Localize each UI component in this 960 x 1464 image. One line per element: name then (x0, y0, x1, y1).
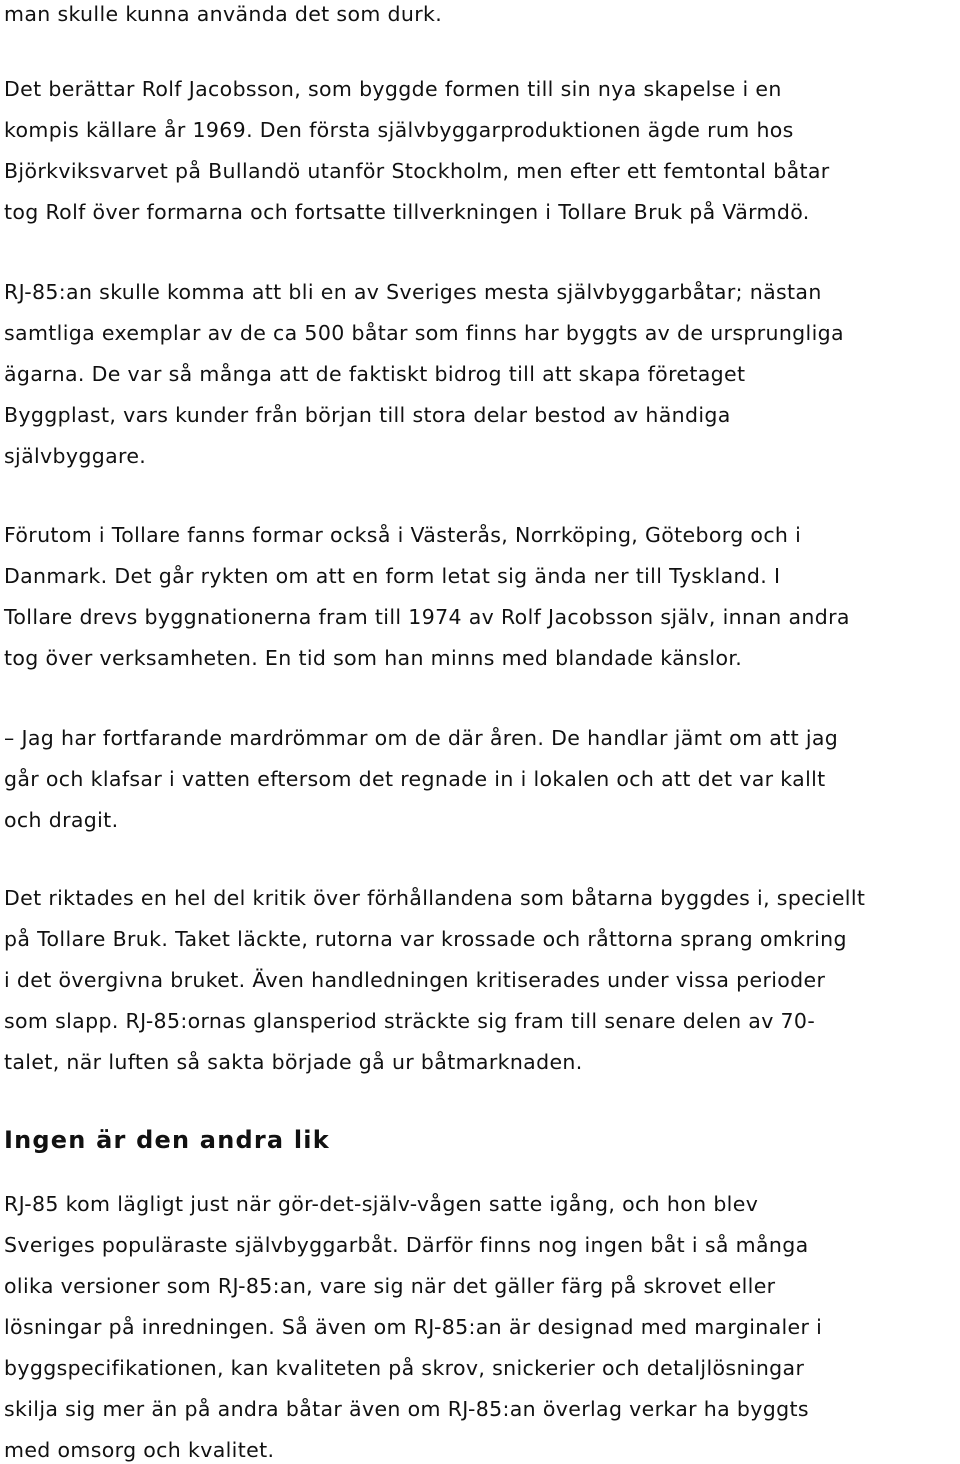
paragraph-line: Björkviksvarvet på Bullandö utanför Stockholm, men efter ett femtontal båtar (4, 159, 830, 183)
paragraph-line: ägarna. De var så många att de faktiskt bidrog till att skapa företaget (4, 362, 746, 386)
paragraph-line: skilja sig mer än på andra båtar även om RJ-85:an överlag verkar ha byggts (4, 1397, 809, 1421)
paragraph-line: RJ-85:an skulle komma att bli en av Sveriges mesta självbyggarbåtar; nästan (4, 280, 822, 304)
paragraph-line: tog Rolf över formarna och fortsatte tillverkningen i Tollare Bruk på Värmdö. (4, 200, 810, 224)
paragraph-line: Sveriges populäraste självbyggarbåt. Därför finns nog ingen båt i så många (4, 1233, 809, 1257)
paragraph-line: med omsorg och kvalitet. (4, 1438, 275, 1462)
paragraph-line: kompis källare år 1969. Den första självbyggarproduktionen ägde rum hos (4, 118, 794, 142)
paragraph-line: på Tollare Bruk. Taket läckte, rutorna var krossade och råttorna sprang omkring (4, 927, 847, 951)
paragraph-line: i det övergivna bruket. Även handledningen kritiserades under vissa perioder (4, 968, 826, 992)
paragraph-line: Byggplast, vars kunder från början till stora delar bestod av händiga (4, 403, 731, 427)
paragraph-line: RJ-85 kom lägligt just när gör-det-själv-vågen satte igång, och hon blev (4, 1192, 759, 1216)
paragraph-line: lösningar på inredningen. Så även om RJ-85:an är designad med marginaler i (4, 1315, 823, 1339)
quote-line: – Jag har fortfarande mardrömmar om de där åren. De handlar jämt om att jag (4, 726, 839, 750)
paragraph-line: man skulle kunna använda det som durk. (4, 2, 443, 26)
paragraph-line: tog över verksamheten. En tid som han minns med blandade känslor. (4, 646, 743, 670)
paragraph-line: som slapp. RJ-85:ornas glansperiod sträckte sig fram till senare delen av 70- (4, 1009, 816, 1033)
paragraph-line: Det riktades en hel del kritik över förhållandena som båtarna byggdes i, speciellt (4, 886, 866, 910)
paragraph-line: Det berättar Rolf Jacobsson, som byggde formen till sin nya skapelse i en (4, 77, 782, 101)
quote-line: går och klafsar i vatten eftersom det regnade in i lokalen och att det var kallt (4, 767, 826, 791)
paragraph-line: självbyggare. (4, 444, 147, 468)
paragraph-line: Danmark. Det går rykten om att en form letat sig ända ner till Tyskland. I (4, 564, 781, 588)
section-heading: Ingen är den andra lik (4, 1126, 330, 1154)
paragraph-line: olika versioner som RJ-85:an, vare sig när det gäller färg på skrovet eller (4, 1274, 776, 1298)
quote-line: och dragit. (4, 808, 119, 832)
paragraph-line: talet, när luften så sakta började gå ur båtmarknaden. (4, 1050, 583, 1074)
paragraph-line: byggspecifikationen, kan kvaliteten på skrov, snickerier och detaljlösningar (4, 1356, 805, 1380)
paragraph-line: Tollare drevs byggnationerna fram till 1974 av Rolf Jacobsson själv, innan andra (4, 605, 850, 629)
paragraph-line: samtliga exemplar av de ca 500 båtar som finns har byggts av de ursprungliga (4, 321, 844, 345)
paragraph-line: Förutom i Tollare fanns formar också i Västerås, Norrköping, Göteborg och i (4, 523, 802, 547)
